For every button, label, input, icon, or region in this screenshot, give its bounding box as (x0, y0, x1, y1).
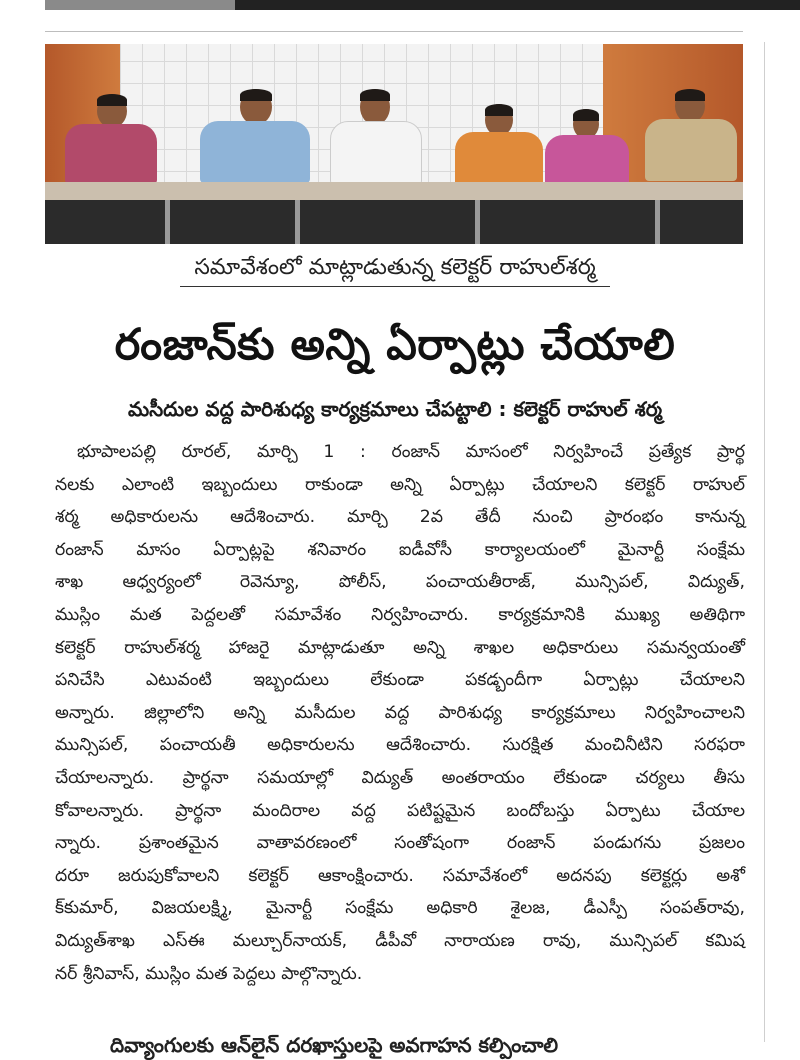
article-line: శర్మ అధికారులను ఆదేశించారు. మార్చి 2వ తేదీ నుంచి ప్రారంభం కానున్న (55, 507, 745, 528)
next-article-headline-cutoff: దివ్యాంగులకు ఆన్‌లైన్ దరఖాస్తులపై అవగాహన కల్పించాలి (110, 1033, 559, 1057)
top-bar-grey-segment (45, 0, 235, 10)
article-line: శాఖ ఆధ్వర్యంలో రెవెన్యూ, పోలీస్, పంచాయతీరాజ్, మున్సిపల్, విద్యుత్, (55, 572, 745, 593)
article-line: దరూ జరుపుకోవాలని కలెక్టర్ ఆకాంక్షించారు. సమావేశంలో అదనపు కలెక్టర్లు అశో (55, 865, 745, 886)
article-line: నలకు ఎలాంటి ఇబ్బందులు రాకుండా అన్ని ఏర్పాట్లు చేయాలని కలెక్టర్ రాహుల్ (55, 474, 745, 495)
article-headline: రంజాన్‌కు అన్ని ఏర్పాట్లు చేయాలి (114, 320, 676, 370)
article-line: ముస్లిం మత పెద్దలతో సమావేశం నిర్వహించారు. కార్యక్రమానికి ముఖ్య అతిథిగా (55, 604, 745, 625)
article-line: కలెక్టర్ రాహుల్‌శర్మ హాజరై మాట్లాడుతూ అన్ని శాఖల అధికారులు సమన్వయంతో (55, 637, 745, 658)
article-line: అన్నారు. జిల్లాలోని అన్ని మసీదుల వద్ద పారిశుధ్య కార్యక్రమాలు నిర్వహించాలని (55, 702, 745, 723)
meeting-photo (45, 44, 743, 244)
top-bar-dark-segment (235, 0, 800, 10)
article-subheadline: మసీదుల వద్ద పారిశుధ్య కార్యక్రమాలు చేపట్టాలి : కలెక్టర్ రాహుల్ శర్మ (127, 397, 663, 421)
article-line: భూపాలపల్లి రూరల్, మార్చి 1 : రంజాన్ మాసంలో నిర్వహించే ప్రత్యేక ప్రార్థ (77, 442, 745, 462)
article-line: క్‌కుమార్, విజయలక్ష్మి, మైనార్టీ సంక్షేమ అధికారి శైలజ, డీఎస్పీ సంపత్‌రావు, (55, 898, 745, 919)
article-body (55, 436, 745, 990)
article-line: పనిచేసి ఎటువంటి ఇబ్బందులు లేకుండా పకడ్బందీగా ఏర్పాట్లు చేయాలని (55, 670, 745, 691)
column-divider (764, 42, 765, 1042)
article-line: న్నారు. ప్రశాంతమైన వాతావరణంలో సంతోషంగా రంజాన్ పండుగను ప్రజలం (55, 833, 745, 854)
top-rule (45, 31, 743, 32)
article-line: చేయాలన్నారు. ప్రార్థనా సమయాల్లో విద్యుత్ అంతరాయం లేకుండా చర్యలు తీసు (55, 767, 745, 788)
article-line: విద్యుత్‌శాఖ ఎస్ఈ మల్చూర్‌నాయక్, డీపీవో నారాయణ రావు, మున్సిపల్ కమిష (55, 930, 745, 951)
photo-caption: సమావేశంలో మాట్లాడుతున్న కలెక్టర్ రాహుల్‌శర్మ (180, 253, 610, 287)
article-line: నర్ శ్రీనివాస్, ముస్లిం మత పెద్దలు పాల్గొన్నారు. (55, 963, 363, 984)
article-line: మున్సిపల్, పంచాయతీ అధికారులను ఆదేశించారు. సురక్షిత మంచినీటిని సరఫరా (55, 735, 745, 756)
article-line: రంజాన్ మాసం ఏర్పాట్లపై శనివారం ఐడీవోసీ కార్యాలయంలో మైనార్టీ సంక్షేమ (55, 539, 745, 560)
photo-table-front (45, 200, 743, 244)
top-bar (0, 0, 800, 10)
photo-table (45, 182, 743, 202)
article-line: కోవాలన్నారు. ప్రార్థనా మందిరాల వద్ద పటిష్టమైన బందోబస్తు ఏర్పాటు చేయాల (55, 800, 745, 821)
